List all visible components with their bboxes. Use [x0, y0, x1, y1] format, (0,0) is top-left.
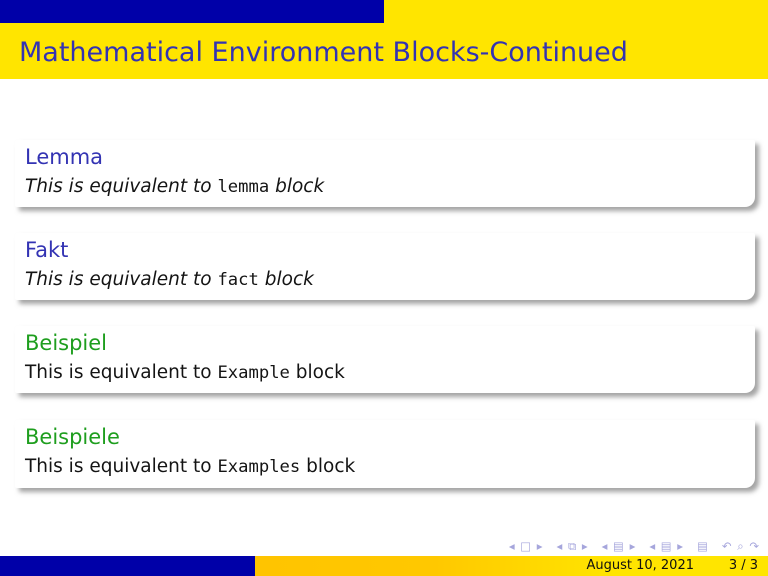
- body-text: block: [258, 269, 314, 290]
- body-text: This is equivalent to: [25, 362, 218, 383]
- body-text: block: [269, 176, 325, 197]
- body-text: block: [289, 362, 345, 383]
- body-text: block: [300, 456, 356, 477]
- block-lemma-title: Lemma: [25, 145, 104, 169]
- block-lemma-body: [25, 171, 745, 203]
- block-fakt-title: Fakt: [25, 238, 69, 262]
- block-lemma: [15, 140, 755, 207]
- frame-nav-icon[interactable]: ◂ ⧉ ▸: [556, 539, 589, 553]
- navigation-bar: [509, 539, 760, 553]
- body-text: This is equivalent to: [25, 176, 218, 197]
- header-corner-bar: [0, 0, 384, 23]
- header-bar: [0, 0, 768, 79]
- body-text: This is equivalent to: [25, 456, 218, 477]
- code-text: Example: [217, 363, 290, 383]
- footline-left-bar: [0, 556, 255, 576]
- date-label: August 10, 2021: [586, 558, 694, 573]
- subsection-nav-icon[interactable]: ◂ ▤ ▸: [601, 539, 637, 553]
- code-text: fact: [217, 270, 259, 290]
- search-back-forward-icon[interactable]: ↶ ⌕ ↷: [721, 539, 760, 553]
- block-fakt: [15, 233, 755, 300]
- block-beispiel-title: Beispiel: [25, 331, 108, 355]
- block-fakt-body: [25, 264, 745, 296]
- block-beispiel-body: [25, 357, 745, 389]
- slide-nav-icon[interactable]: ◂ □ ▸: [508, 539, 544, 553]
- footline-right-bar: [255, 556, 768, 576]
- body-text: This is equivalent to: [25, 269, 218, 290]
- slide-title: Mathematical Environment Blocks-Continued: [19, 37, 628, 68]
- footline: [0, 556, 768, 576]
- block-beispiel: [15, 326, 755, 393]
- code-text: Examples: [217, 457, 301, 477]
- block-beispiele-body: [25, 451, 745, 483]
- section-nav-icon[interactable]: ◂ ▤ ▸: [649, 539, 685, 553]
- block-beispiele-title: Beispiele: [25, 425, 120, 449]
- appendix-nav-icon[interactable]: ▤: [697, 539, 709, 553]
- code-text: lemma: [217, 177, 270, 197]
- page-number: 3 / 3: [728, 558, 758, 573]
- block-beispiele: [15, 420, 755, 488]
